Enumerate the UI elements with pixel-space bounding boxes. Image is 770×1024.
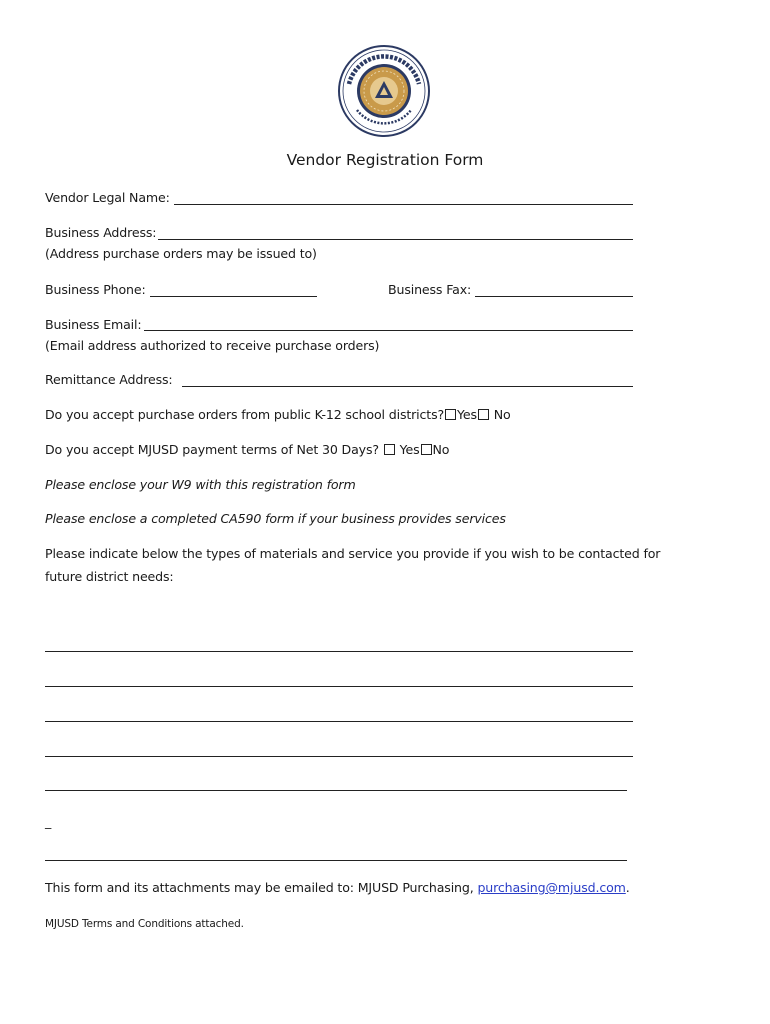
remittance-address-label: Remittance Address: xyxy=(45,372,173,387)
email-note-prefix: This form and its attachments may be emailed to: MJUSD Purchasing, xyxy=(45,880,478,895)
k12-question-text: Do you accept purchase orders from public K-12 school districts? xyxy=(45,407,445,422)
business-phone-field[interactable] xyxy=(150,296,317,297)
terms-note: MJUSD Terms and Conditions attached. xyxy=(45,918,244,930)
net30-no-label: No xyxy=(432,442,450,457)
business-email-field[interactable] xyxy=(144,330,633,331)
materials-answer-line-2[interactable] xyxy=(45,686,633,687)
materials-answer-line-6[interactable] xyxy=(45,860,627,861)
business-fax-label: Business Fax: xyxy=(388,282,472,297)
net30-question-text: Do you accept MJUSD payment terms of Net 30 Days? xyxy=(45,442,383,457)
materials-prompt-line1: Please indicate below the types of materials and service you provide if you wish to be contacted for xyxy=(45,546,661,561)
materials-answer-line-1[interactable] xyxy=(45,651,633,652)
business-email-label: Business Email: xyxy=(45,317,142,332)
k12-purchase-orders-question xyxy=(45,407,511,423)
materials-answer-line-3[interactable] xyxy=(45,721,633,722)
materials-answer-line-4[interactable] xyxy=(45,756,633,757)
form-title: Vendor Registration Form xyxy=(286,151,484,169)
materials-answer-line-5[interactable] xyxy=(45,790,627,791)
purchasing-email-link[interactable]: purchasing@mjusd.com xyxy=(477,880,626,895)
business-phone-label: Business Phone: xyxy=(45,282,146,297)
vendor-legal-name-label: Vendor Legal Name: xyxy=(45,190,170,205)
w9-note: Please enclose your W9 with this registration form xyxy=(45,477,356,492)
k12-yes-label: Yes xyxy=(457,407,477,422)
remittance-address-field[interactable] xyxy=(182,386,633,387)
business-address-note: (Address purchase orders may be issued to) xyxy=(45,246,317,261)
net30-yes-label: Yes xyxy=(395,442,420,457)
ca590-note: Please enclose a completed CA590 form if your business provides services xyxy=(45,511,506,526)
business-address-label: Business Address: xyxy=(45,225,157,240)
business-fax-field[interactable] xyxy=(475,296,633,297)
vendor-legal-name-field[interactable] xyxy=(174,204,633,205)
business-email-note: (Email address authorized to receive purchase orders) xyxy=(45,338,380,353)
email-submission-note xyxy=(45,880,630,896)
materials-prompt-line2: future district needs: xyxy=(45,569,174,584)
k12-yes-checkbox[interactable] xyxy=(445,409,456,420)
k12-no-label: No xyxy=(489,407,511,422)
district-seal-logo xyxy=(337,44,431,138)
email-note-suffix: . xyxy=(625,880,630,895)
k12-no-checkbox[interactable] xyxy=(478,409,489,420)
net30-no-checkbox[interactable] xyxy=(421,444,432,455)
stray-underscore: _ xyxy=(45,814,52,829)
net30-yes-checkbox[interactable] xyxy=(384,444,395,455)
net30-terms-question xyxy=(45,442,449,458)
business-address-field[interactable] xyxy=(158,239,633,240)
